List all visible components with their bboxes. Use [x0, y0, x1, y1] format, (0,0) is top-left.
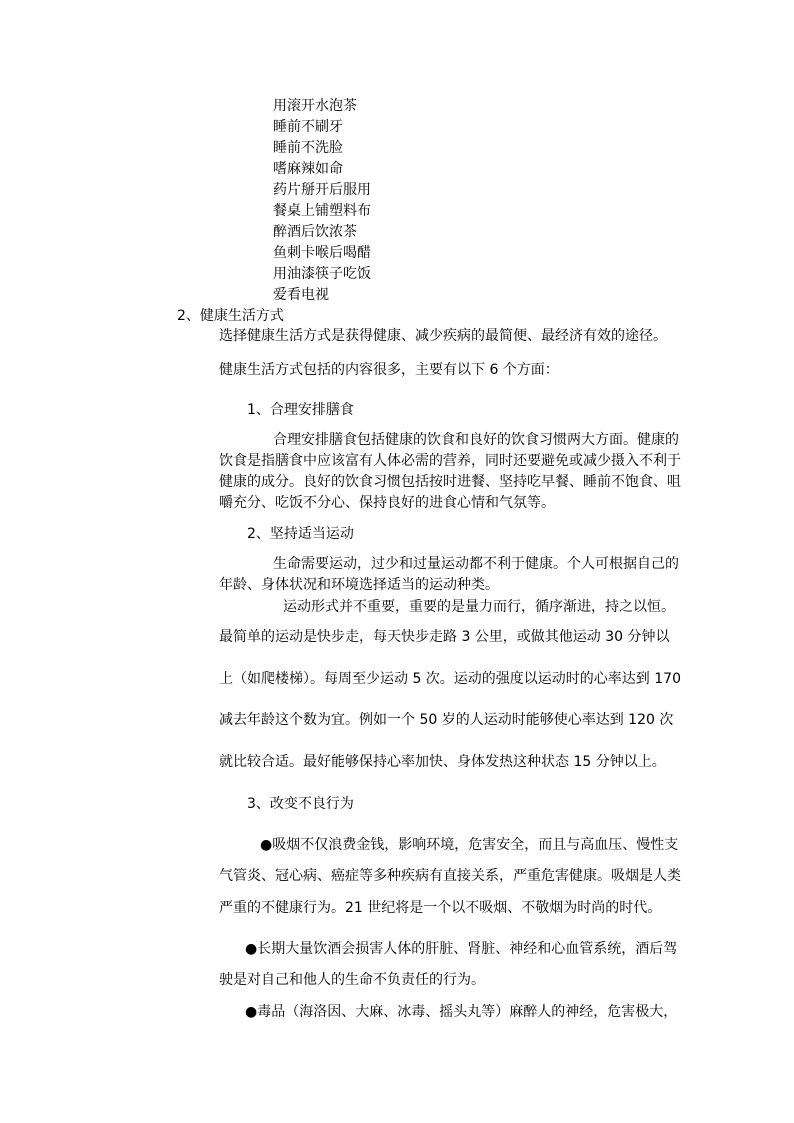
list-item: 睡前不刷牙	[273, 119, 343, 135]
paragraph-line: 严重的不健康行为。21 世纪将是一个以不吸烟、不敬烟为时尚的时代。	[219, 900, 662, 916]
list-item: 用滚开水泡茶	[273, 98, 357, 114]
list-item: 鱼刺卡喉后喝醋	[273, 245, 371, 261]
paragraph-line: 健康生活方式包括的内容很多，主要有以下 6 个方面：	[219, 362, 559, 378]
list-item: 嗜麻辣如命	[273, 161, 343, 177]
paragraph-line: 减去年龄这个数为宜。例如一个 50 岁的人运动时能够使心率达到 120 次	[219, 712, 674, 728]
section-heading: 2、健康生活方式	[177, 308, 284, 324]
paragraph-line: 运动形式并不重要，重要的是量力而行，循序渐进，持之以恒。	[283, 599, 675, 615]
paragraph-line: 合理安排膳食包括健康的饮食和良好的饮食习惯两大方面。健康的	[273, 432, 679, 448]
paragraph-line: 健康的成分。良好的饮食习惯包括按时进餐、坚持吃早餐、睡前不饱食、咀	[219, 474, 681, 490]
list-item: 药片掰开后服用	[273, 182, 371, 198]
subsection-heading: 3、改变不良行为	[247, 796, 354, 812]
list-item: 爱看电视	[273, 287, 329, 303]
paragraph-line: 生命需要运动，过少和过量运动都不利于健康。个人可根据自己的	[273, 556, 679, 572]
paragraph-line: 最简单的运动是快步走，每天快步走路 3 公里，或做其他运动 30 分钟以	[219, 629, 670, 645]
paragraph-line: ●长期大量饮酒会损害人体的肝脏、肾脏、神经和心血管系统，酒后驾	[245, 941, 678, 957]
list-item: 睡前不洗脸	[273, 140, 343, 156]
paragraph-line: ●吸烟不仅浪费金钱，影响环境，危害安全，而且与高血压、慢性支	[260, 837, 679, 853]
subsection-heading: 1、合理安排膳食	[247, 402, 354, 418]
paragraph-line: ●毒品（海洛因、大麻、冰毒、摇头丸等）麻醉人的神经，危害极大，	[245, 1004, 678, 1020]
paragraph-line: 嚼充分、吃饭不分心、保持良好的进食心情和气氛等。	[219, 495, 555, 511]
paragraph-line: 选择健康生活方式是获得健康、减少疾病的最简便、最经济有效的途径。	[219, 328, 667, 344]
paragraph-line: 年龄、身体状况和环境选择适当的运动种类。	[219, 577, 499, 593]
paragraph-line: 饮食是指膳食中应该富有人体必需的营养，同时还要避免或减少摄入不利于	[219, 453, 681, 469]
list-item: 用油漆筷子吃饭	[273, 266, 371, 282]
paragraph-line: 上（如爬楼梯）。每周至少运动 5 次。运动的强度以运动时的心率达到 170	[219, 671, 681, 687]
paragraph-line: 驶是对自己和他人的生命不负责任的行为。	[219, 972, 485, 988]
paragraph-line: 气管炎、冠心病、癌症等多种疾病有直接关系，严重危害健康。吸烟是人类	[219, 868, 681, 884]
list-item: 醉酒后饮浓茶	[273, 224, 357, 240]
paragraph-line: 就比较合适。最好能够保持心率加快、身体发热这种状态 15 分钟以上。	[219, 754, 666, 770]
subsection-heading: 2、坚持适当运动	[247, 526, 354, 542]
list-item: 餐桌上铺塑料布	[273, 203, 371, 219]
